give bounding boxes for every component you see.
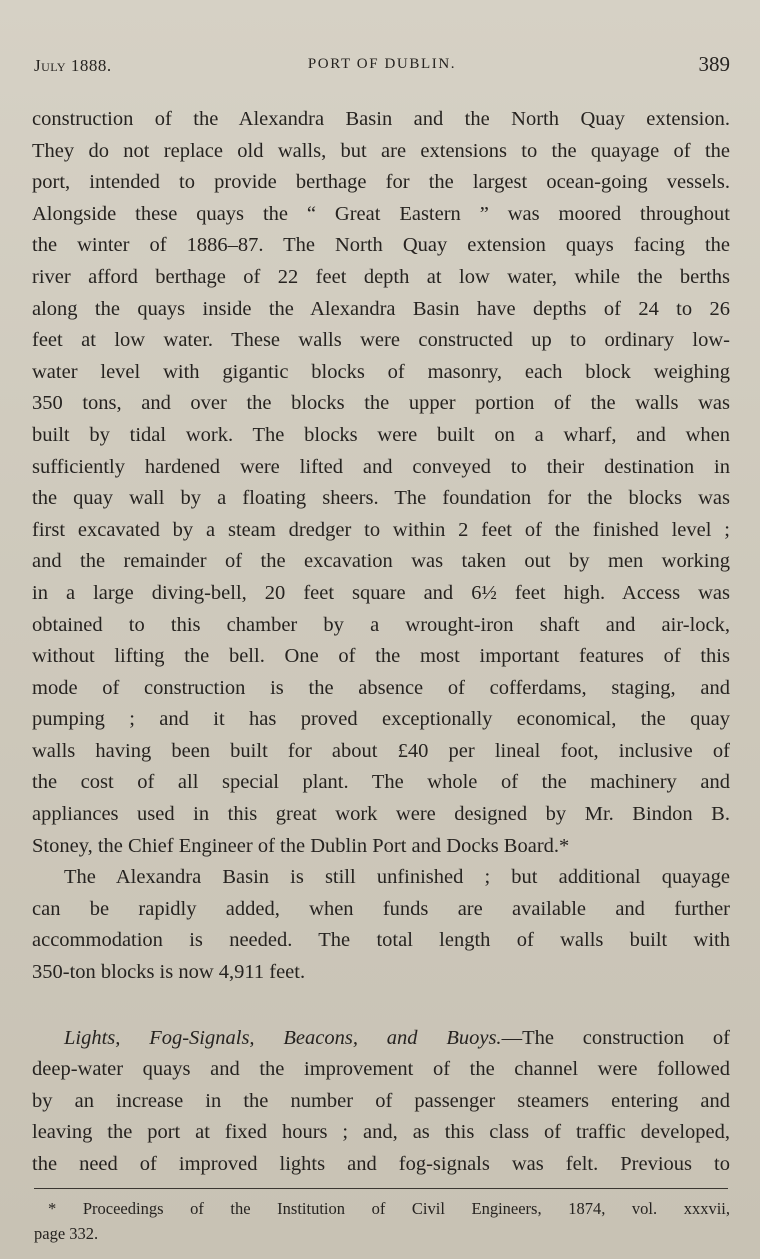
running-head <box>34 52 730 82</box>
text-line <box>32 1023 730 1055</box>
header-title: PORT OF DUBLIN. <box>307 56 457 72</box>
footnote <box>34 1196 730 1246</box>
page-number: 389 <box>698 52 730 76</box>
text-line: by an increase in the number of passenger steamers entering and <box>32 1089 730 1112</box>
text-line: appliances used in this great work were designed by Mr. Bindon B. <box>32 803 730 826</box>
header-date: July 1888. <box>34 56 112 75</box>
footnote-rule <box>34 1188 728 1189</box>
body-text <box>32 104 730 1181</box>
text-line: Stoney, the Chief Engineer of the Dublin Port and Docks Board.* <box>32 834 570 857</box>
text-line: They do not replace old walls, but are extensions to the quayage of the <box>32 139 730 162</box>
text-line: port, intended to provide berthage for the largest ocean-going vessels. <box>32 171 730 194</box>
text-line: construction of the Alexandra Basin and the North Quay extension. <box>32 108 730 130</box>
text-line: can be rapidly added, when funds are available and further <box>32 897 730 920</box>
text-line: the need of improved lights and fog-signals was felt. Previous to <box>32 1153 730 1175</box>
text-line: walls having been built for about £40 per lineal foot, inclusive of <box>32 739 730 762</box>
text-line: deep-water quays and the improvement of the channel were followed <box>32 1058 730 1081</box>
text-line: the winter of 1886–87. The North Quay extension quays facing the <box>32 234 730 257</box>
footnote-line: page 332. <box>34 1224 99 1243</box>
text-line: sufficiently hardened were lifted and conveyed to their destination in <box>32 455 730 478</box>
text-line: built by tidal work. The blocks were built on a wharf, and when <box>32 423 730 446</box>
text-line: obtained to this chamber by a wrought-iron shaft and air-lock, <box>32 613 730 636</box>
text-line-rest: —The construction of <box>501 1026 730 1049</box>
paragraph-alexandra-basin <box>32 104 730 862</box>
text-line: The Alexandra Basin is still unfinished ; but additional quayage <box>64 866 730 889</box>
text-line: and the remainder of the excavation was taken out by men working <box>32 550 730 573</box>
text-line: mode of construction is the absence of cofferdams, staging, and <box>32 676 730 699</box>
text-line: first excavated by a steam dredger to within 2 feet of the finished level ; <box>32 518 730 541</box>
text-line: the quay wall by a floating sheers. The foundation for the blocks was <box>32 487 730 510</box>
text-line: accommodation is needed. The total length of walls built with <box>32 929 730 952</box>
text-line: feet at low water. These walls were constructed up to ordinary low- <box>32 329 730 352</box>
paragraph-unfinished-basin <box>32 862 730 988</box>
text-line: the cost of all special plant. The whole of the machinery and <box>32 771 730 794</box>
text-line: Alongside these quays the “ Great Eastern ” was moored throughout <box>32 202 730 225</box>
text-line: 350 tons, and over the blocks the upper portion of the walls was <box>32 392 730 415</box>
section-heading: Lights, Fog-Signals, Beacons, and Buoys. <box>64 1026 502 1049</box>
text-line: leaving the port at fixed hours ; and, as this class of traffic developed, <box>32 1121 730 1144</box>
footnote-line: * Proceedings of the Institution of Civil Engineers, 1874, vol. xxxvii, <box>48 1199 730 1218</box>
text-line: river afford berthage of 22 feet depth at low water, while the berths <box>32 265 730 288</box>
section-gap <box>32 989 730 1023</box>
paragraph-lights <box>32 1023 730 1181</box>
text-line: water level with gigantic blocks of masonry, each block weighing <box>32 360 730 383</box>
text-line: 350-ton blocks is now 4,911 feet. <box>32 961 306 984</box>
text-line: along the quays inside the Alexandra Basin have depths of 24 to 26 <box>32 297 730 320</box>
text-line: in a large diving-bell, 20 feet square and 6½ feet high. Access was <box>32 581 730 604</box>
text-line: without lifting the bell. One of the most important features of this <box>32 645 730 668</box>
text-line: pumping ; and it has proved exceptionally economical, the quay <box>32 708 730 731</box>
